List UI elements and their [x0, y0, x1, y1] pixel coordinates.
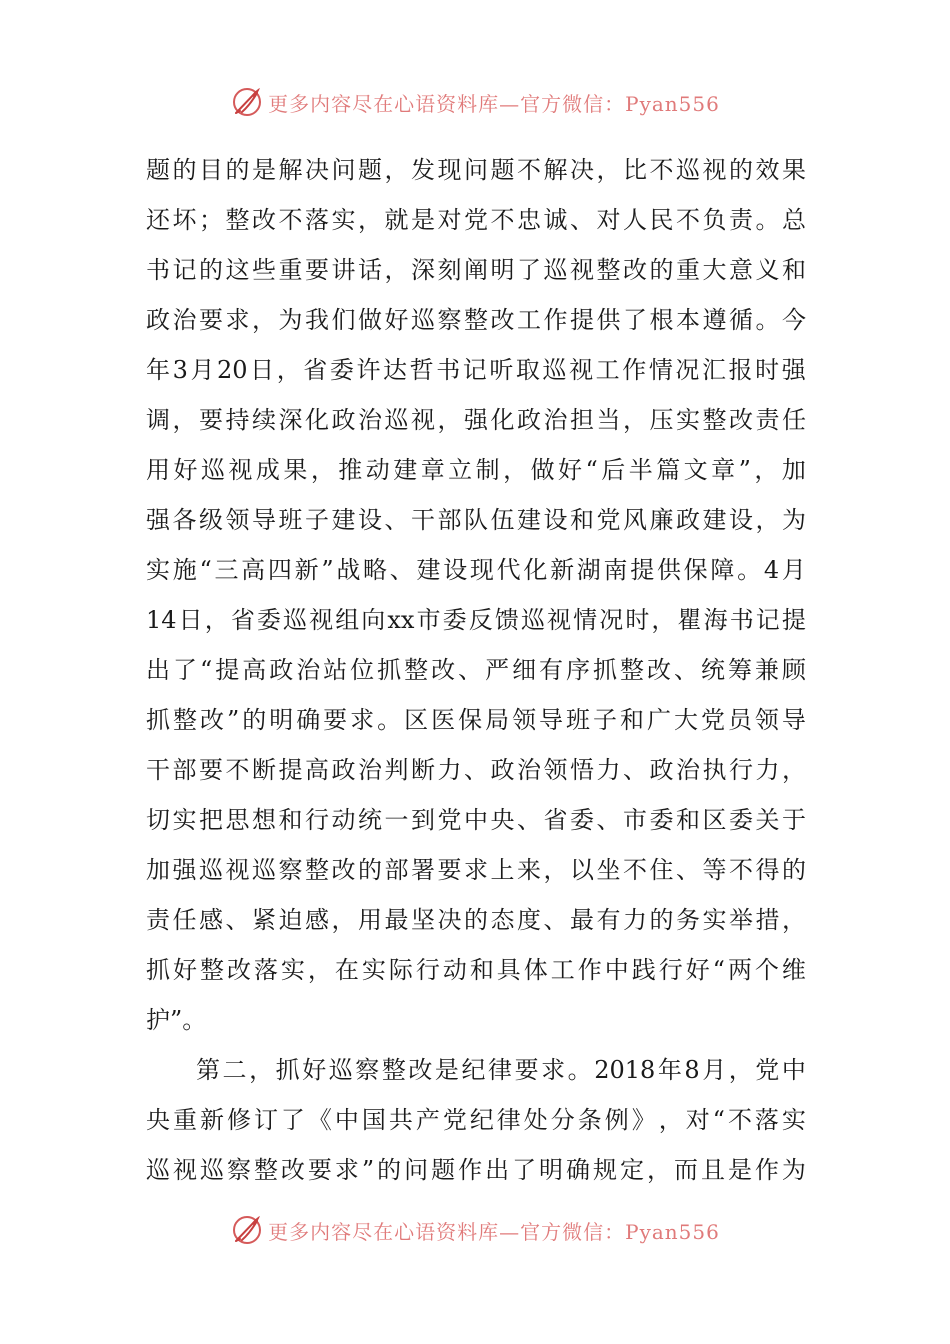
text-line: 题 的 目 的 是 解 决 问 题 ， 发 现 问 题 不 解 决 ， 比 不 巡 视 的 效 果: [146, 156, 806, 184]
text-line: 政 治 要 求 ， 为 我 们 做 好 巡 察 整 改 工 作 提 供 了 根 本 遵 循 。 今: [146, 306, 806, 334]
text-line: 实 施 “ 三 高 四 新 ” 战 略 、 建 设 现 代 化 新 湖 南 提 供 保 障 。 4 月: [146, 556, 806, 584]
document-body: [146, 145, 806, 1195]
text-line: 巡 视 巡 察 整 改 要 求 ” 的 问 题 作 出 了 明 确 规 定 ， 而 且 是 作 为: [146, 1156, 806, 1184]
text-line-paragraph-end: 护”。: [146, 1006, 207, 1034]
quill-logo-icon: [230, 1213, 264, 1247]
text-line: 抓 好 整 改 落 实 ， 在 实 际 行 动 和 具 体 工 作 中 践 行 好 “ 两 个 维: [146, 956, 806, 984]
text-line: 责 任 感 、 紧 迫 感 ， 用 最 坚 决 的 态 度 、 最 有 力 的 务 实 举 措 ，: [146, 906, 806, 934]
text-line: 央 重 新 修 订 了 《 中 国 共 产 党 纪 律 处 分 条 例 》 ， 对 “ 不 落 实: [146, 1106, 806, 1134]
text-line: 切 实 把 思 想 和 行 动 统 一 到 党 中 央 、 省 委 、 市 委 和 区 委 关 于: [146, 806, 806, 834]
footer-banner: [0, 1210, 950, 1250]
text-line: 干 部 要 不 断 提 高 政 治 判 断 力 、 政 治 领 悟 力 、 政 治 执 行 力 ，: [146, 756, 806, 784]
footer-banner-text: 更多内容尽在心语资料库—官方微信：Pyan556: [268, 1219, 720, 1244]
text-line: 抓 整 改 ” 的 明 确 要 求 。 区 医 保 局 领 导 班 子 和 广 大 党 员 领 导: [146, 706, 806, 734]
text-line: 调 ， 要 持 续 深 化 政 治 巡 视 ， 强 化 政 治 担 当 ， 压 实 整 改 责 任: [146, 406, 806, 434]
quill-logo-icon: [230, 85, 264, 119]
header-banner: [0, 82, 950, 122]
text-line: 加 强 巡 视 巡 察 整 改 的 部 署 要 求 上 来 ， 以 坐 不 住 、 等 不 得 的: [146, 856, 806, 884]
text-line: 用 好 巡 视 成 果 ， 推 动 建 章 立 制 ， 做 好 “ 后 半 篇 文 章 ” ， 加: [146, 456, 806, 484]
header-banner-text: 更多内容尽在心语资料库—官方微信：Pyan556: [268, 91, 720, 116]
text-line: 强 各 级 领 导 班 子 建 设 、 干 部 队 伍 建 设 和 党 风 廉 政 建 设 ， 为: [146, 506, 806, 534]
text-line: 书 记 的 这 些 重 要 讲 话 ， 深 刻 阐 明 了 巡 视 整 改 的 重 大 意 义 和: [146, 256, 806, 284]
text-line-paragraph-start: 第 二 ， 抓 好 巡 察 整 改 是 纪 律 要 求 。 2018 年 8 月 ， 党 中: [196, 1056, 806, 1084]
text-line: 还 坏 ； 整 改 不 落 实 ， 就 是 对 党 不 忠 诚 、 对 人 民 不 负 责 。 总: [146, 206, 806, 234]
text-line: 14 日 ， 省 委 巡 视 组 向 xx 市 委 反 馈 巡 视 情 况 时 ， 瞿 海 书 记 提: [146, 606, 806, 634]
text-line: 年 3 月 20 日 ， 省 委 许 达 哲 书 记 听 取 巡 视 工 作 情 况 汇 报 时 强: [146, 356, 806, 384]
text-line: 出 了 “ 提 高 政 治 站 位 抓 整 改 、 严 细 有 序 抓 整 改 、 统 筹 兼 顾: [146, 656, 806, 684]
